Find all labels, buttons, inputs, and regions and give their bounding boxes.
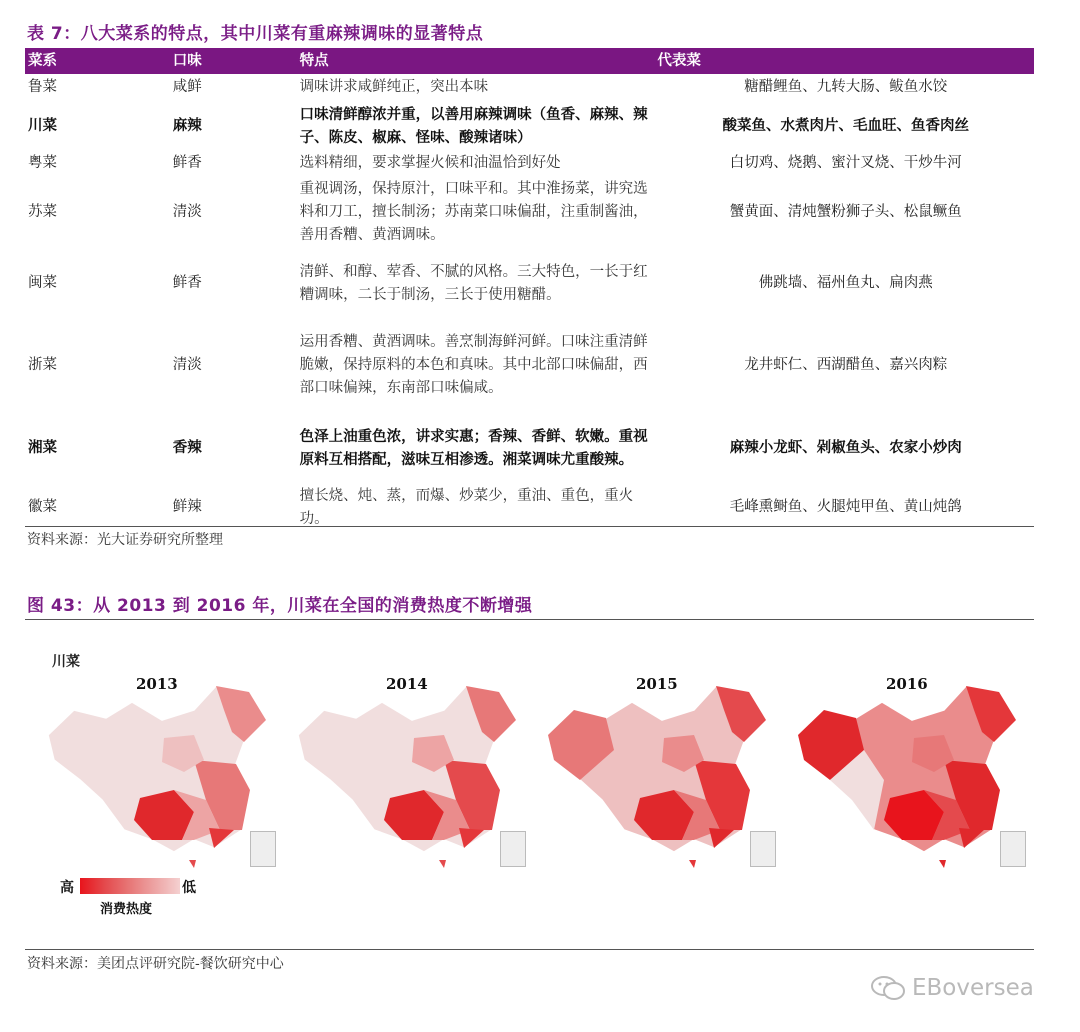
dishes-cell: 酸菜鱼、水煮肉片、毛血旺、鱼香肉丝 xyxy=(722,117,969,134)
cuisine-cell: 湘菜 xyxy=(28,439,57,456)
table-header-row xyxy=(25,48,1034,74)
desc-cell: 口味清鲜醇浓并重，以善用麻辣调味（鱼香、麻辣、辣子、陈皮、椒麻、怪味、酸辣诸味） xyxy=(299,105,648,146)
dishes-cell: 白切鸡、烧鹅、蜜汁叉烧、干炒牛河 xyxy=(729,155,962,171)
figure-bottom-rule xyxy=(25,949,1034,950)
taste-cell: 咸鲜 xyxy=(172,79,202,95)
legend-color-bar xyxy=(80,878,180,894)
desc-cell: 色泽上油重色浓，讲求实惠；香辣、香鲜、软嫩。重视原料互相搭配，滋味互相渗透。湘菜调味尤重酸辣。 xyxy=(299,427,648,468)
table-bottom-rule xyxy=(25,526,1034,527)
china-heatmap-2015 xyxy=(544,680,776,870)
table-source: 资料来源：光大证券研究所整理 xyxy=(27,532,223,548)
header-dishes: 代表菜 xyxy=(657,52,701,69)
figure-caption: 图 43：从 2013 到 2016 年，川菜在全国的消费热度不断增强 xyxy=(27,596,533,616)
watermark xyxy=(870,974,1034,1002)
cuisine-cell: 川菜 xyxy=(28,117,57,134)
table-row xyxy=(25,177,1034,248)
year-label-2016: 2016 xyxy=(886,675,928,693)
dishes-cell: 佛跳墙、福州鱼丸、扁肉燕 xyxy=(758,275,933,291)
legend-title: 消费热度 xyxy=(100,902,153,917)
figure-top-rule xyxy=(25,619,1034,620)
legend-low-label: 低 xyxy=(182,880,196,896)
table-row xyxy=(25,483,1034,532)
taste-cell: 香辣 xyxy=(172,439,202,456)
china-heatmap-2013 xyxy=(44,680,276,870)
taste-cell: 清淡 xyxy=(172,204,202,220)
header-desc: 特点 xyxy=(299,52,329,69)
cuisine-table xyxy=(25,48,1034,532)
dishes-cell: 麻辣小龙虾、剁椒鱼头、农家小炒肉 xyxy=(729,439,962,456)
legend-high-label: 高 xyxy=(60,880,74,896)
desc-cell: 清鲜、和醇、荤香、不腻的风格。三大特色，一长于红糟调味，二长于制汤，三长于使用糖醋。 xyxy=(299,263,648,303)
cuisine-cell: 粤菜 xyxy=(28,155,57,171)
year-label-2015: 2015 xyxy=(636,675,678,693)
taste-cell: 鲜香 xyxy=(172,275,202,291)
inset-south-china-sea-2016 xyxy=(1000,831,1026,867)
cuisine-cell: 浙菜 xyxy=(28,357,57,373)
watermark-text: EBoversea xyxy=(912,975,1034,1001)
desc-cell: 运用香糟、黄酒调味。善烹制海鲜河鲜。口味注重清鲜脆嫩，保持原料的本色和真味。其中北部口味偏甜，西部口味偏辣，东南部口味偏咸。 xyxy=(299,334,648,396)
desc-cell: 重视调汤，保持原汁，口味平和。其中淮扬菜，讲究选料和刀工，擅长制汤；苏南菜口味偏甜，注重制酱油，善用香糟、黄酒调味。 xyxy=(299,181,648,243)
dishes-cell: 蟹黄面、清炖蟹粉狮子头、松鼠鳜鱼 xyxy=(729,204,962,220)
cuisine-cell: 闽菜 xyxy=(28,275,57,291)
table-row xyxy=(25,248,1034,319)
table-row xyxy=(25,101,1034,150)
dishes-cell: 糖醋鲤鱼、九转大肠、鲅鱼水饺 xyxy=(744,79,948,95)
cuisine-cell: 苏菜 xyxy=(28,204,57,220)
desc-cell: 选料精细，要求掌握火候和油温恰到好处 xyxy=(299,155,561,171)
dishes-cell: 龙井虾仁、西湖醋鱼、嘉兴肉粽 xyxy=(744,357,948,373)
figure-source: 资料来源：美团点评研究院-餐饮研究中心 xyxy=(27,956,284,972)
taste-cell: 鲜辣 xyxy=(172,499,202,515)
wechat-icon xyxy=(870,974,906,1002)
desc-cell: 调味讲求咸鲜纯正，突出本味 xyxy=(299,79,489,95)
cuisine-cell: 鲁菜 xyxy=(28,79,57,95)
taste-cell: 清淡 xyxy=(172,357,202,373)
china-heatmap-2016 xyxy=(794,680,1026,870)
cuisine-cell: 徽菜 xyxy=(28,499,57,515)
taste-cell: 麻辣 xyxy=(172,117,202,134)
table-caption: 表 7：八大菜系的特点，其中川菜有重麻辣调味的显著特点 xyxy=(27,24,484,44)
year-label-2013: 2013 xyxy=(136,675,178,693)
header-cuisine: 菜系 xyxy=(28,52,57,69)
taste-cell: 鲜香 xyxy=(172,155,202,171)
inset-south-china-sea-2013 xyxy=(250,831,276,867)
table-row xyxy=(25,412,1034,483)
table-row xyxy=(25,319,1034,412)
inset-south-china-sea-2014 xyxy=(500,831,526,867)
figure-subject: 川菜 xyxy=(52,654,80,670)
china-heatmap-2014 xyxy=(294,680,526,870)
year-label-2014: 2014 xyxy=(386,675,428,693)
header-taste: 口味 xyxy=(172,52,202,69)
desc-cell: 擅长烧、炖、蒸，而爆、炒菜少，重油、重色，重火功。 xyxy=(299,487,634,527)
table-row xyxy=(25,150,1034,177)
dishes-cell: 毛峰熏鲥鱼、火腿炖甲鱼、黄山炖鸽 xyxy=(729,499,962,515)
table-row xyxy=(25,74,1034,101)
inset-south-china-sea-2015 xyxy=(750,831,776,867)
